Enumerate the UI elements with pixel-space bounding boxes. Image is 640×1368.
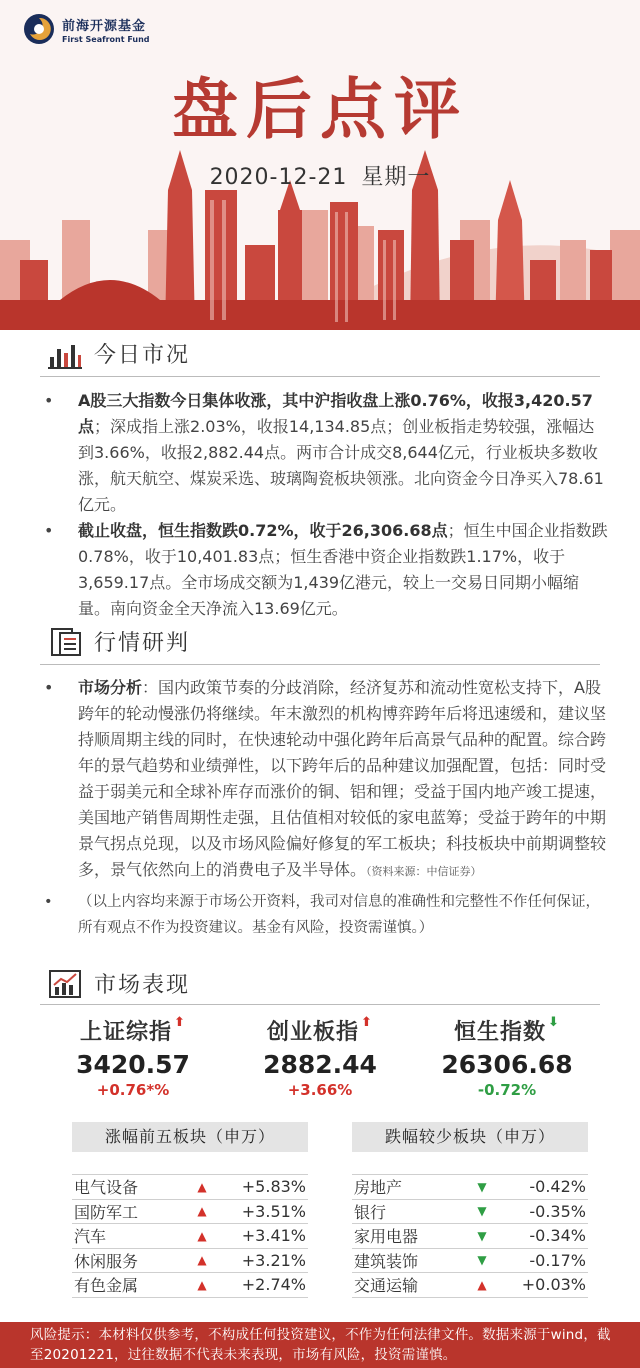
bullet-bold-text: 截止收盘，恒生指数跌0.72%，收于26,306.68点	[78, 521, 448, 540]
index-value: 26306.68	[441, 1050, 573, 1079]
bar-chart-icon	[48, 339, 82, 369]
triangle-down-icon: ▼	[477, 1253, 487, 1268]
list-item	[40, 675, 610, 885]
risk-warning-footer	[0, 1322, 640, 1368]
page-title: 盘后点评	[172, 70, 468, 148]
index-name: 恒生指数 ⬇	[454, 1015, 560, 1045]
brand-name-cn: 前海开源基金	[62, 18, 147, 34]
brand-name-en: First Seafront Fund	[62, 34, 150, 44]
triangle-down-icon: ▼	[477, 1204, 487, 1219]
sector-name: 交通运输	[354, 1276, 419, 1296]
table-row	[72, 1224, 308, 1249]
table-row	[352, 1175, 588, 1200]
sector-name: 电气设备	[74, 1178, 139, 1198]
arrow-up-icon: ⬆	[174, 1015, 186, 1030]
triangle-down-icon: ▼	[477, 1228, 487, 1243]
list-item	[40, 889, 610, 941]
triangle-up-icon: ▲	[197, 1228, 207, 1243]
source-note: （资料来源：中信证券）	[366, 865, 482, 878]
sector-change: +3.51%	[241, 1201, 306, 1221]
table-row	[72, 1200, 308, 1225]
header-banner	[0, 0, 640, 330]
table-row	[352, 1200, 588, 1225]
index-value: 2882.44	[263, 1050, 377, 1079]
bullet-text: ；深成指上涨2.03%，收报14,134.85点；创业板指走势较强，涨幅达到3.66%，收报2,882.44点。两市合计成交8,644亿元，行业板块多数收涨，航天航空、煤炭采选、玻璃陶瓷板块领涨。北向资金今日净买入78.61亿元。	[78, 417, 604, 514]
arrow-down-icon: ⬇	[548, 1015, 560, 1030]
table-title: 涨幅前五板块（申万）	[72, 1122, 308, 1152]
index-change: -0.72%	[477, 1081, 537, 1099]
index-name: 上证综指 ⬆	[80, 1015, 186, 1045]
sector-name: 建筑装饰	[354, 1251, 419, 1271]
triangle-up-icon: ▲	[197, 1204, 207, 1219]
sector-change: +3.21%	[241, 1250, 306, 1270]
table-row	[352, 1224, 588, 1249]
triangle-up-icon: ▲	[197, 1179, 207, 1194]
sector-change: -0.17%	[529, 1250, 586, 1270]
disclaimer-text: （以上内容均来源于市场公开资料，我司对信息的准确性和完整性不作任何保证，所有观点不作为投资建议。基金有风险，投资需谨慎。）	[78, 894, 600, 936]
table-row	[72, 1175, 308, 1200]
sector-name: 汽车	[74, 1227, 107, 1247]
sector-change: -0.42%	[529, 1177, 586, 1197]
index-change: +0.76*%	[96, 1081, 170, 1099]
sector-change: -0.34%	[529, 1226, 586, 1246]
brand-swirl-icon	[22, 12, 56, 46]
brand-logo	[22, 12, 150, 46]
index-card	[414, 1015, 600, 1099]
index-change: +3.66%	[287, 1081, 353, 1099]
section-divider	[40, 376, 600, 377]
bullet-bold-text: A股三大指数今日集体收涨，其中沪指收盘上涨0.76%，收报3,420.57点	[78, 391, 593, 436]
sector-name: 房地产	[354, 1178, 403, 1198]
risk-warning-text: 风险提示：本材料仅供参考，不构成任何投资建议，不作为任何法律文件。数据来源于wind，截至20201221，过往数据不代表未来表现，市场有风险，投资需谨慎。	[30, 1327, 611, 1363]
sector-name: 银行	[354, 1202, 387, 1222]
triangle-up-icon: ▲	[197, 1253, 207, 1268]
list-item	[40, 388, 610, 518]
section-title-today: 今日市况	[94, 343, 191, 368]
arrow-up-icon: ⬆	[361, 1015, 373, 1030]
table-row	[72, 1273, 308, 1298]
section-divider	[40, 1004, 600, 1005]
section-title-research: 行情研判	[94, 631, 191, 656]
table-title: 跌幅较少板块（申万）	[352, 1122, 588, 1152]
list-item	[40, 518, 610, 622]
analysis-text: ：国内政策节奏的分歧消除，经济复苏和流动性宽松支持下，A股跨年的轮动慢涨仍将继续。年末激烈的机构博弈跨年后将迅速缓和，建议坚持顺周期主线的同时，在快速轮动中强化跨年后高景气品种的配置。综合跨年的景气趋势和业绩弹性，以下跨年后的品种建议加强配置，包括：同时受益于弱美元和全球补库存而涨价的铜、铝和锂；受益于国内地产竣工提速，美国地产销售周期性走强，且估值相对较低的家电蓝筹；受益于跨年的中期景气拐点兑现，以及市场风险偏好修复的军工板块；科技板块中前期调整较多，景气依然向上的消费电子及半导体。	[78, 678, 607, 879]
triangle-down-icon: ▼	[477, 1179, 487, 1194]
top-gainers-table	[72, 1122, 308, 1298]
index-card	[227, 1015, 413, 1099]
index-name: 创业板指 ⬆	[267, 1015, 373, 1045]
research-bullet-list	[40, 675, 610, 941]
trend-chart-icon	[48, 969, 82, 999]
report-date	[0, 160, 640, 191]
today-bullet-list	[40, 388, 610, 622]
triangle-up-icon: ▲	[197, 1277, 207, 1292]
triangle-up-icon: ▲	[477, 1277, 487, 1292]
table-row	[72, 1249, 308, 1274]
table-row	[352, 1249, 588, 1274]
bullet-text: ；恒生中国企业指数跌0.78%，收于10,401.83点；恒生香港中资企业指数跌1.17%，收于3,659.17点。全市场成交额为1,439亿港元，较上一交易日同期小幅缩量。南向资金全天净流入13.69亿元。	[78, 521, 608, 618]
sector-name: 国防军工	[74, 1202, 139, 1222]
section-header-market	[48, 968, 190, 999]
sector-name: 家用电器	[354, 1227, 419, 1247]
sector-change: +0.03%	[521, 1275, 586, 1295]
sector-change: +2.74%	[241, 1275, 306, 1295]
index-value: 3420.57	[76, 1050, 190, 1079]
section-header-research	[48, 626, 190, 657]
sector-change: +3.41%	[241, 1226, 306, 1246]
sector-name: 有色金属	[74, 1276, 139, 1296]
sector-name: 休闲服务	[74, 1251, 139, 1271]
index-card	[40, 1015, 226, 1099]
analysis-label: 市场分析	[78, 678, 143, 697]
top-losers-table	[352, 1122, 588, 1298]
section-title-market: 市场表现	[94, 973, 191, 998]
date-text: 2020-12-21	[209, 165, 348, 190]
weekday-text: 星期一	[361, 165, 431, 190]
section-header-today	[48, 338, 190, 369]
index-summary	[40, 1015, 600, 1105]
table-row	[352, 1273, 588, 1298]
sector-change: -0.35%	[529, 1201, 586, 1221]
section-divider	[40, 664, 600, 665]
sector-change: +5.83%	[241, 1177, 306, 1197]
document-icon	[48, 627, 82, 657]
